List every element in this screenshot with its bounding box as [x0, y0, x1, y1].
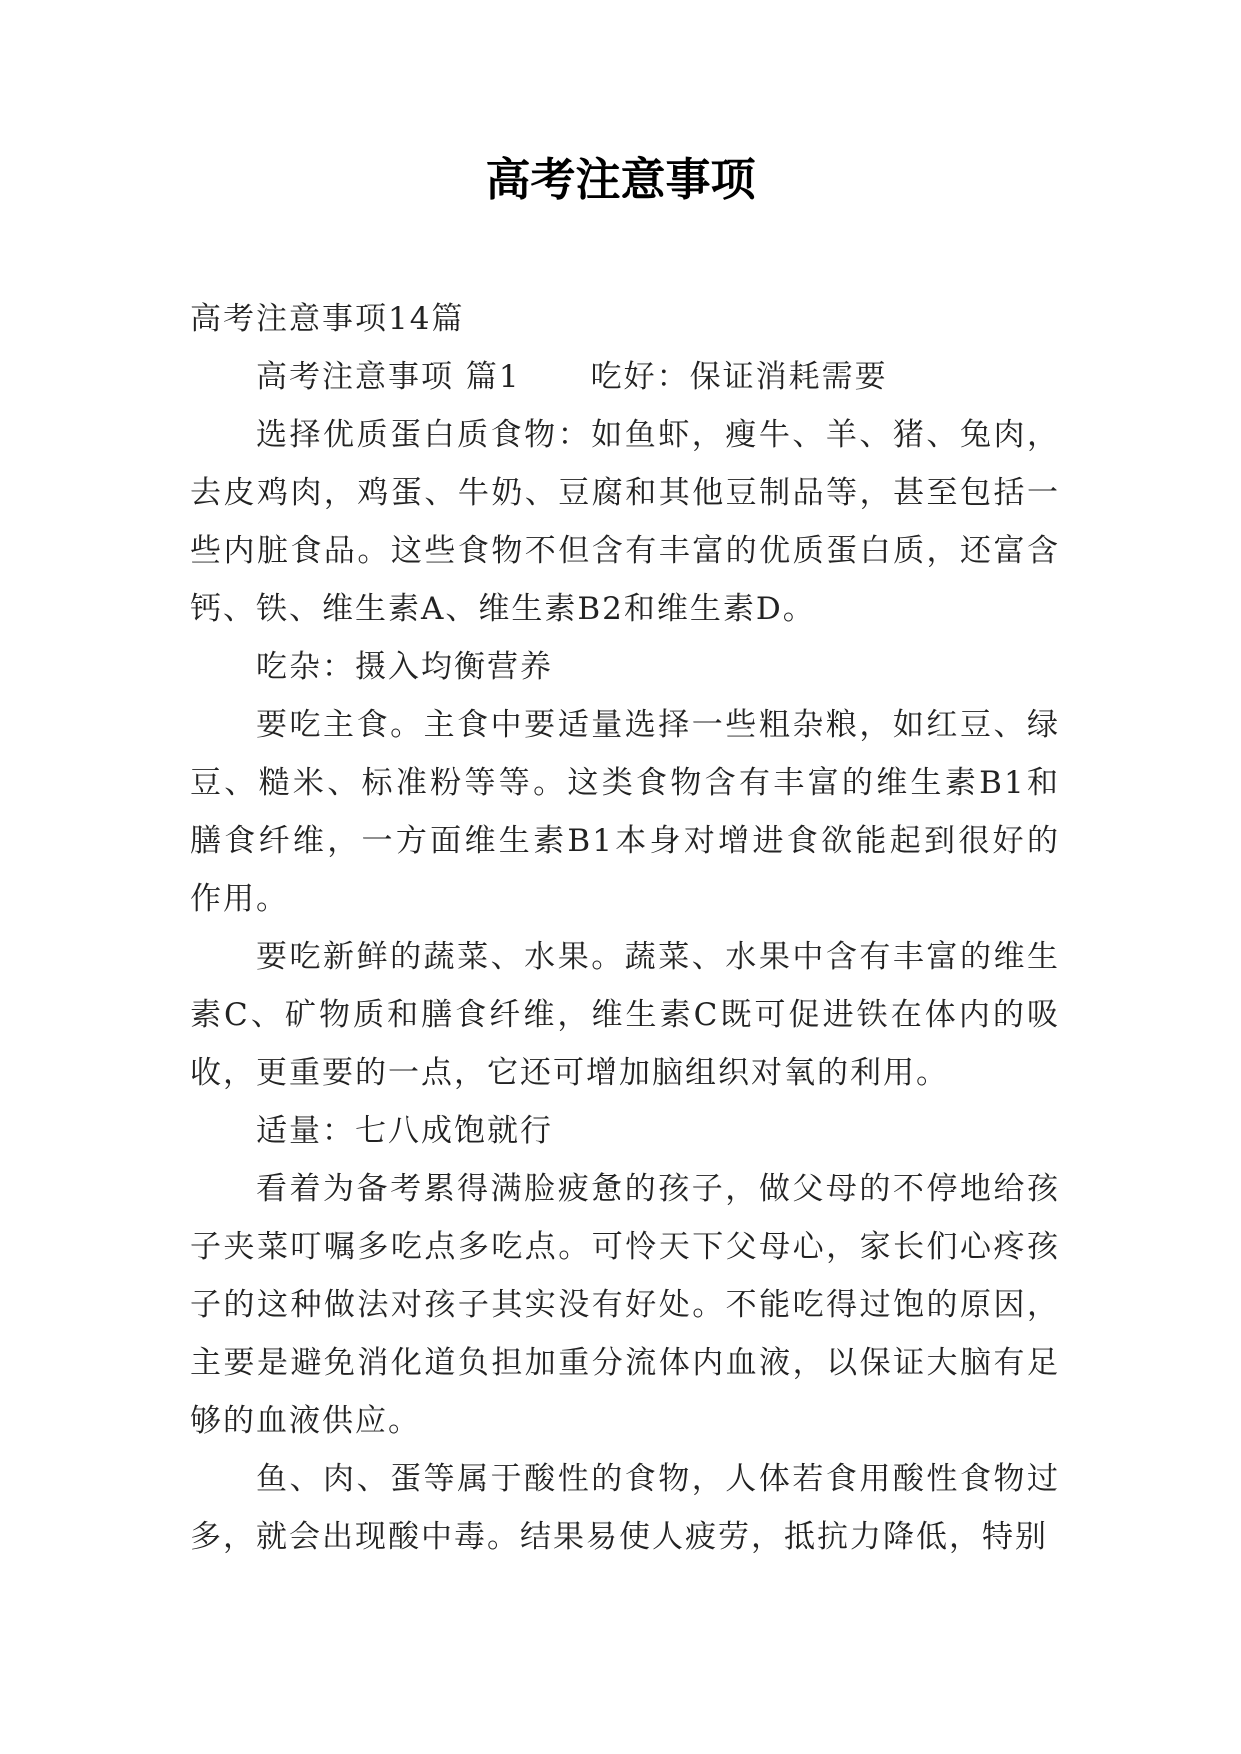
heading-balanced-nutrition: 吃杂：摄入均衡营养 [256, 649, 553, 685]
document-title: 高考注意事项 [485, 153, 756, 206]
section-subheading: 吃好：保证消耗需要 [590, 359, 888, 395]
paragraph-staple-food: 要吃主食。主食中要适量选择一些粗杂粮，如红豆、绿豆、糙米、标准粉等等。这类食物含有丰富的维生素B1和膳食纤维，一方面维生素B1本身对增进食欲能起到很好的作用。 [190, 707, 1060, 917]
section-heading: 高考注意事项 篇1 [256, 359, 521, 395]
document-body [190, 290, 1060, 1566]
heading-moderation: 适量：七八成饱就行 [256, 1113, 553, 1149]
paragraph-not-overeating: 看着为备考累得满脸疲惫的孩子，做父母的不停地给孩子夹菜叮嘱多吃点多吃点。可怜天下父母心，家长们心疼孩子的这种做法对孩子其实没有好处。不能吃得过饱的原因，主要是避免消化道负担加重分流体内血液，以保证大脑有足够的血液供应。 [190, 1171, 1060, 1439]
section-heading-line [190, 348, 1060, 406]
paragraph-acidic-food: 鱼、肉、蛋等属于酸性的食物，人体若食用酸性食物过多，就会出现酸中毒。结果易使人疲劳，抵抗力降低，特别 [190, 1461, 1060, 1555]
paragraph-vegetables-fruits: 要吃新鲜的蔬菜、水果。蔬菜、水果中含有丰富的维生素C、矿物质和膳食纤维，维生素C既可促进铁在体内的吸收，更重要的一点，它还可增加脑组织对氧的利用。 [190, 939, 1060, 1091]
document-subtitle: 高考注意事项14篇 [190, 301, 465, 337]
paragraph-protein: 选择优质蛋白质食物：如鱼虾，瘦牛、羊、猪、兔肉，去皮鸡肉，鸡蛋、牛奶、豆腐和其他豆制品等，甚至包括一些内脏食品。这些食物不但含有丰富的优质蛋白质，还富含钙、铁、维生素A、维生素B2和维生素D。 [190, 417, 1060, 627]
